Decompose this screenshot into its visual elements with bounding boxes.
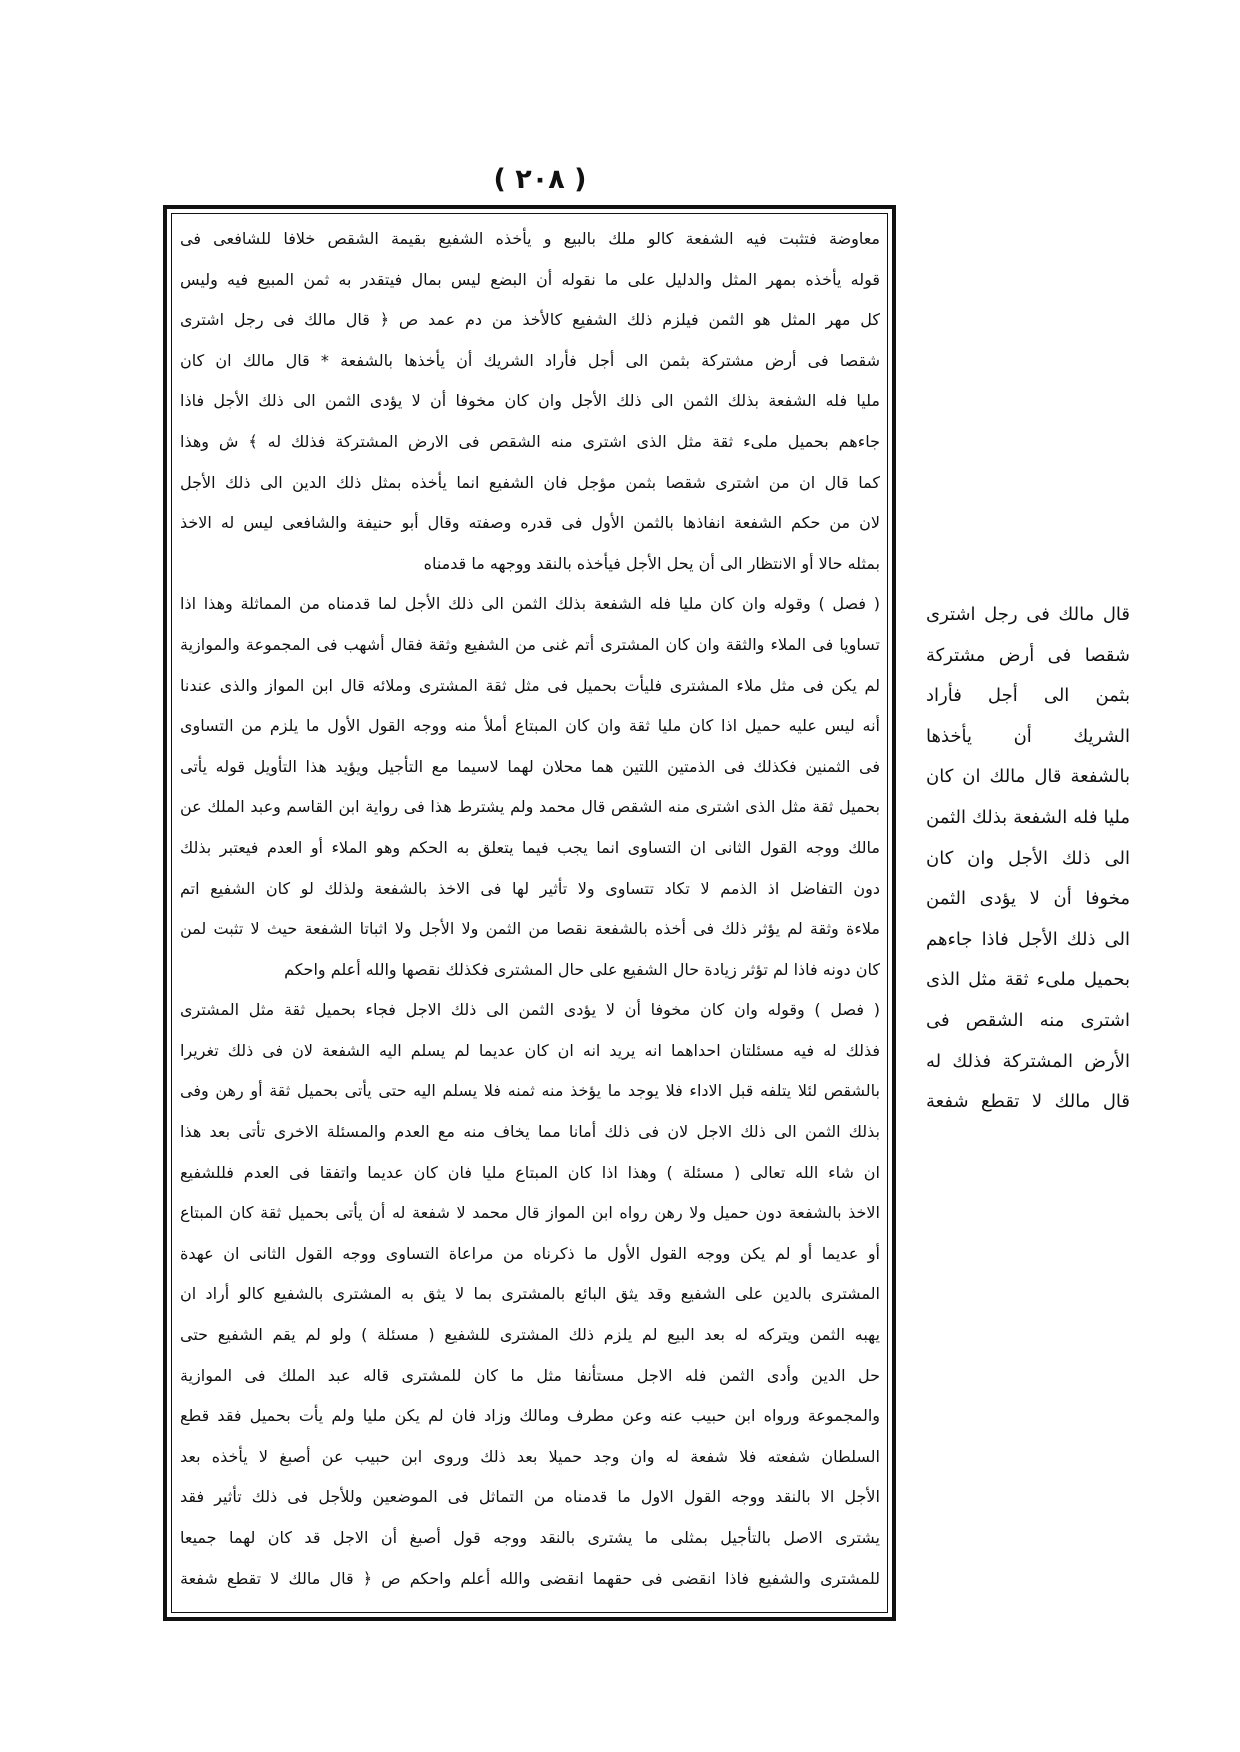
margin-note-line: بحميل ملىء ثقة مثل الذى (926, 969, 1130, 991)
text-line: أو عديما أو لم يكن ووجه القول الأول ما ذكرناه من مراعاة التساوى ووجه القول الثانى ان عهدة (180, 1243, 880, 1263)
text-line: ( فصل ) وقوله وان كان مليا فله الشفعة بذلك الثمن الى ذلك الأجل لما قدمناه من المماثلة وهذا اذا (180, 594, 880, 614)
text-line: لان من حكم الشفعة انفاذها بالثمن الأول فى قدره وصفته وقال أبو حنيفة والشافعى ليس له الاخذ (180, 513, 880, 533)
text-line: أنه ليس عليه حميل اذا كان مليا ثقة وان كان المبتاع أملأ منه ووجه القول الأول ما يلزم من التساوى (180, 716, 880, 736)
text-line: كل مهر المثل هو الثمن فيلزم ذلك الشفيع كالأخذ من دم عمد ص ﴿ قال مالك فى رجل اشترى (180, 310, 880, 330)
text-line: فذلك له فيه مسئلتان احداهما انه يريد انه ان كان عديما لم يسلم اليه الشفعة لان فى ذلك تغريرا (180, 1040, 880, 1060)
text-line: كما قال ان من اشترى شقصا بثمن مؤجل فان الشفيع انما يأخذه بمثل ذلك الدين الى ذلك الأجل (180, 472, 880, 492)
text-line: بحميل ثقة مثل الذى اشترى منه الشقص قال محمد ولم يشترط هذا فى رواية ابن القاسم وعبد الملك عن (180, 797, 880, 817)
text-line: بذلك الثمن الى ذلك الاجل لان فى ذلك أمانا مما يخاف منه مع العدم والمسئلة الاخرى تأتى بعد هذا (180, 1122, 880, 1142)
text-line: لم يكن فى مثل ملاء المشترى فليأت بحميل فى مثل ثقة المشترى وملائه قال ابن المواز والذى عندنا (180, 675, 880, 695)
text-line: معاوضة فتثبت فيه الشفعة كالو ملك بالبيع و يأخذه الشفيع بقيمة الشقص خلافا للشافعى فى (180, 229, 880, 248)
text-line: دون التفاضل اذ الذمم لا تكاد تتساوى ولا تأثير لها فى الاخذ بالشفعة ولذلك لو كان الشفيع اتم (180, 878, 880, 898)
page-number: ( ٢٠٨ ) (493, 164, 587, 195)
margin-note (926, 595, 1130, 1123)
text-line: فى الثمنين فكذلك فى الذمتين اللتين هما محلان لهما لاسيما مع التأجيل ويؤيد هذا التأويل قوله يأتى (180, 756, 880, 776)
margin-note-line: بالشفعة قال مالك ان كان (926, 766, 1130, 788)
text-line: كان دونه فاذا لم تؤثر زيادة حال الشفيع على حال المشترى فكذلك نقصها والله أعلم واحكم (284, 959, 880, 979)
text-line: والمجموعة ورواه ابن حبيب عنه وعن مطرف ومالك وزاد فان لم يكن مليا ولم يأت بحميل فقد قطع (180, 1406, 880, 1426)
text-line: قوله يأخذه بمهر المثل والدليل على ما نقوله أن البضع ليس بمال فيتقدر به ثمن المبيع فيه وليس (180, 269, 880, 289)
text-line: جاءهم بحميل ملىء ثقة مثل الذى اشترى منه الشقص فى الارض المشتركة فذلك له ﴾ ش وهذا (180, 431, 880, 451)
text-line: يهبه الثمن ويتركه له بعد البيع لم يلزم ذلك المشترى للشفيع ( مسئلة ) ولو لم يقم الشفيع حتى (180, 1325, 880, 1345)
text-line: الاخذ بالشفعة دون حميل ولا رهن رواه ابن المواز قال محمد لا شفعة له أن يأتى بحميل ثقة كان المبتاع (180, 1203, 880, 1223)
text-line: شقصا فى أرض مشتركة بثمن الى أجل فأراد الشريك أن يأخذها بالشفعة * قال مالك ان كان (180, 350, 880, 370)
text-line: يشترى الاصل بالتأجيل بمثلى ما يشترى بالنقد ووجه قول أصبغ أن الاجل قد كان لهما جميعا (180, 1528, 880, 1547)
text-line: مالك ووجه القول الثانى ان التساوى انما يجب فيما يتعلق به الحكم وهو الملاء أو العدم فيعتبر بذلك (180, 837, 880, 857)
text-line: السلطان شفعته فلا شفعة له وان وجد حميلا بعد ذلك وروى ابن حبيب عن أصبغ لا يأخذه بعد (180, 1446, 880, 1466)
margin-note-line: مخوفا أن لا يؤدى الثمن (926, 888, 1130, 910)
text-line: ( فصل ) وقوله وان كان مخوفا أن لا يؤدى الثمن الى ذلك الاجل فجاء بحميل ثقة مثل المشترى (180, 1000, 880, 1020)
margin-note-line: بثمن الى أجل فأراد (926, 685, 1130, 707)
text-line: بمثله حالا أو الانتظار الى أن يحل الأجل فيأخذه بالنقد ووجهه ما قدمناه (423, 553, 880, 573)
text-line: بالشقص لئلا يتلفه قبل الاداء فلا يوجد ما يؤخذ منه ثمنه فلا يسلم اليه حتى يأتى بحميل ثقة أو رهن وفى (180, 1081, 880, 1101)
margin-note-line: الشريك أن يأخذها (926, 725, 1130, 747)
margin-note-line: الأرض المشتركة فذلك له (926, 1050, 1130, 1072)
margin-note-line: مليا فله الشفعة بذلك الثمن (926, 806, 1130, 828)
margin-note-line: شقصا فى أرض مشتركة (926, 644, 1130, 666)
text-line: ملاءة وثقة لم يؤثر ذلك فى أخذه بالشفعة نقصا من الثمن ولا الأجل ولا اثباتا الشفعة حيث لا تثبت لمن (180, 919, 880, 939)
margin-note-line: قال مالك فى رجل اشترى (926, 604, 1130, 625)
margin-note-line: اشترى منه الشقص فى (926, 1009, 1130, 1031)
text-line: للمشترى والشفيع فاذا انقضى فى حقهما انقضى والله أعلم واحكم ص ﴿ قال مالك لا تقطع شفعة (180, 1568, 880, 1588)
margin-note-line: قال مالك لا تقطع شفعة (926, 1091, 1130, 1113)
margin-note-line: الى ذلك الأجل وان كان (926, 847, 1130, 869)
text-line: الأجل الا بالنقد ووجه القول الاول ما قدمناه من التماثل فى الموضعين وللأجل فى ذلك تأثير فقد (180, 1487, 880, 1507)
text-line: ان شاء الله تعالى ( مسئلة ) وهذا اذا كان المبتاع مليا فان كان عديما واتفقا فى العدم فللشفيع (180, 1162, 880, 1182)
text-line: مليا فله الشفعة بذلك الثمن الى ذلك الأجل وان كان مخوفا أن لا يؤدى الثمن الى ذلك الأجل فاذا (180, 391, 880, 411)
text-line: حل الدين وأدى الثمن فله الاجل مستأنفا مثل ما كان للمشترى قاله عبد الملك فى الموازية (180, 1365, 880, 1385)
text-line: المشترى بالدين على الشفيع وقد يثق البائع بالمشترى بما لا يثق به المشترى بالشفيع كالو أراد ان (180, 1284, 880, 1304)
main-text (180, 219, 880, 1599)
margin-note-line: الى ذلك الأجل فاذا جاءهم (926, 928, 1130, 950)
text-line: تساويا فى الملاء والثقة وان كان المشترى أتم غنى من الشفيع وثقة فقال أشهب فى المجموعة والموازية (180, 634, 880, 654)
